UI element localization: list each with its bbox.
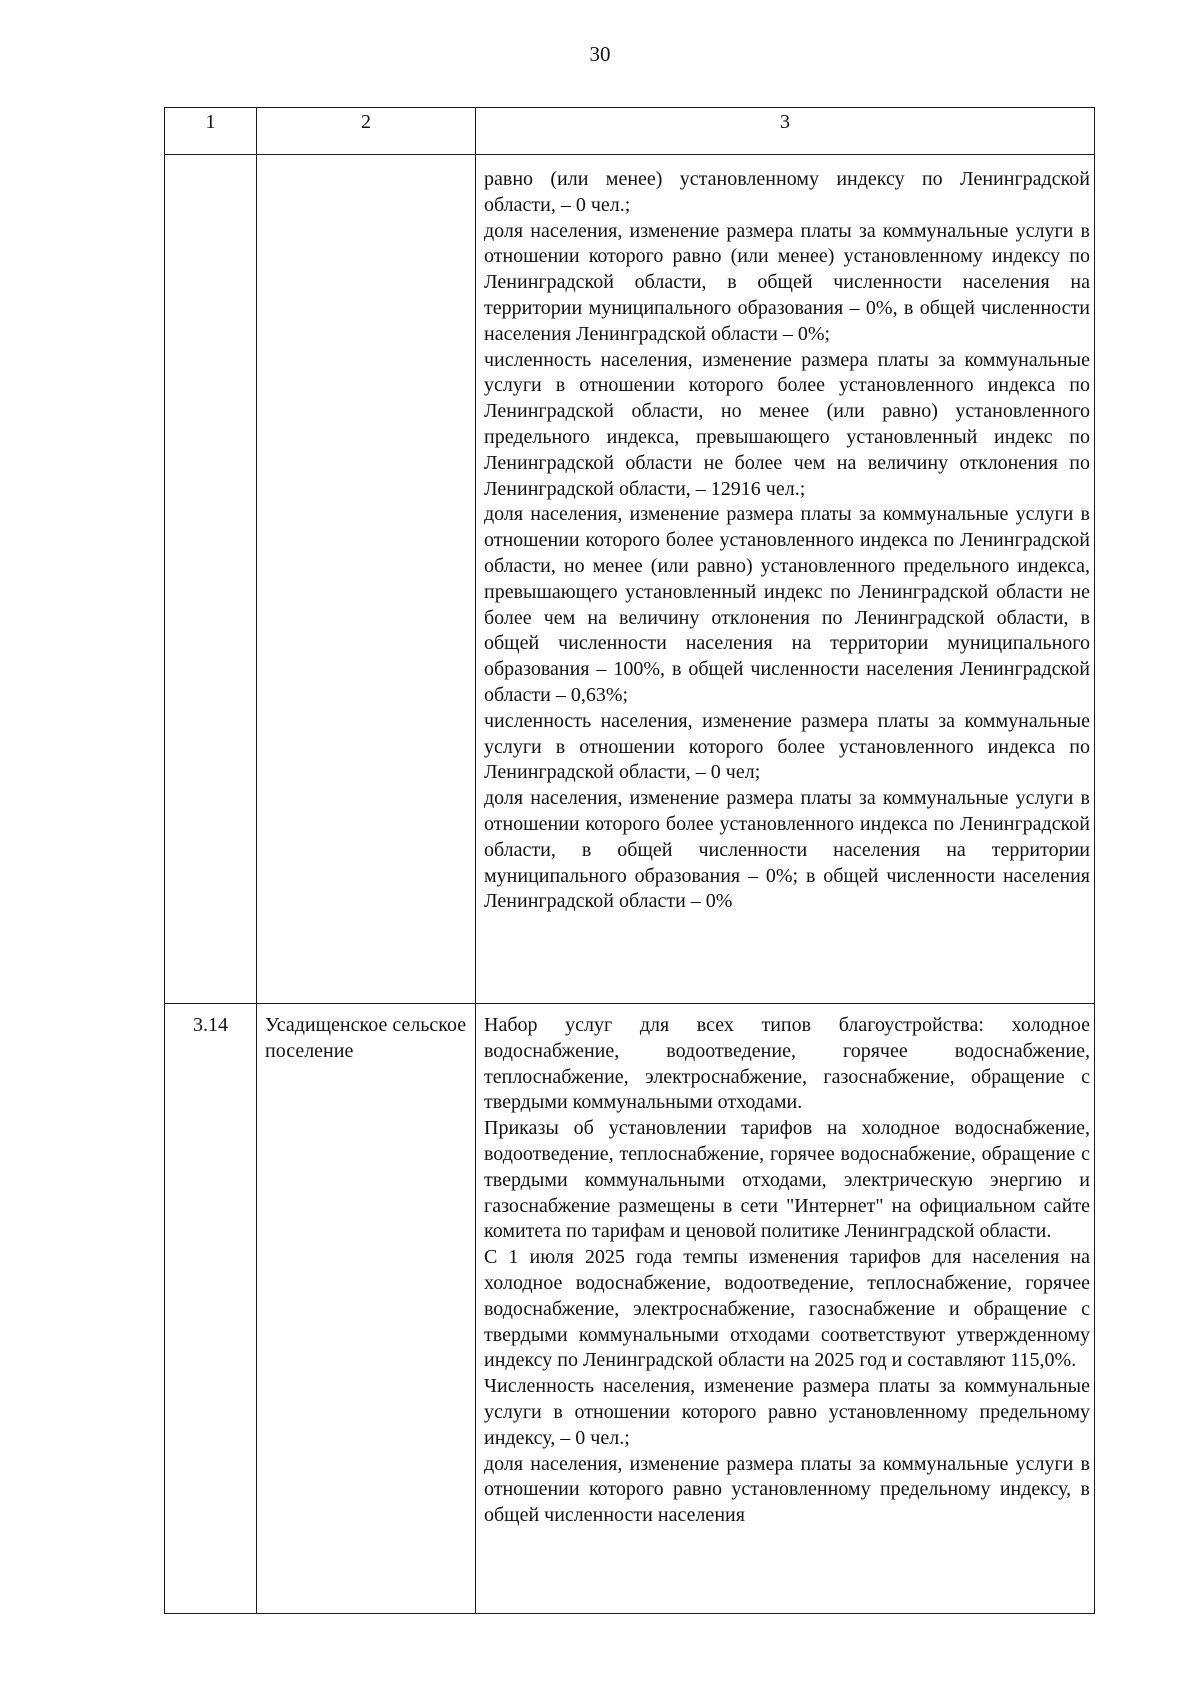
paragraph: Приказы об установлении тарифов на холодное водоснабжение, водоотведение, теплоснабжение, горячее водоснабжение, обращение с твердыми коммунальными отходами, электрическую энергию и газоснабжение размещены в сети "Интернет" на официальном сайте комитета по тарифам и ценовой политике Ленинградской области. bbox=[484, 1117, 1090, 1243]
header-cell-1 bbox=[165, 108, 257, 155]
paragraph: численность населения, изменение размера платы за коммунальные услуги в отношении которого более установленного индекса по Ленинградской области, но менее (или равно) установленного предельного индекса, превышающего установленный индекс по Ленинградской области не более чем на величину отклонения по Ленинградской области, – 12916 чел.; bbox=[484, 348, 1090, 500]
header-cell-2 bbox=[257, 108, 476, 155]
page-number: 30 bbox=[589, 42, 611, 66]
paragraph: Численность населения, изменение размера платы за коммунальные услуги в отношении которого равно установленному предельному индексу, – 0 чел.; bbox=[484, 1375, 1090, 1449]
paragraph: Набор услуг для всех типов благоустройства: холодное водоснабжение, водоотведение, горячее водоснабжение, теплоснабжение, электроснабжение, газоснабжение, обращение с твердыми коммунальными отходами. bbox=[484, 1014, 1090, 1114]
paragraph: С 1 июля 2025 года темпы изменения тарифов для населения на холодное водоснабжение, водоотведение, теплоснабжение, горячее водоснабжение, электроснабжение, газоснабжение и обращение с твердыми коммунальными отходами соответствуют утвержденному индексу по Ленинградской области на 2025 год и составляют 115,0%. bbox=[484, 1246, 1090, 1372]
header-label-3: 3 bbox=[780, 111, 790, 133]
description-cell bbox=[476, 155, 1095, 1004]
row-number-cell bbox=[165, 155, 257, 1004]
header-cell-3 bbox=[476, 108, 1095, 155]
paragraph: доля населения, изменение размера платы за коммунальные услуги в отношении которого равно (или менее) установленному индексу по Ленинградской области, в общей численности населения на территории муниципального образования – 0%, в общей численности населения Ленинградской области – 0%; bbox=[484, 219, 1090, 345]
header-label-1: 1 bbox=[205, 111, 216, 133]
settlement-name-cell bbox=[257, 155, 476, 1004]
settlement-name-cell: Усадищенское сельское поселение bbox=[257, 1004, 476, 1614]
paragraph: равно (или менее) установленному индексу по Ленинградской области, – 0 чел.; bbox=[484, 168, 1090, 216]
table-row bbox=[165, 155, 1095, 1004]
document-table bbox=[164, 107, 1095, 1614]
header-label-2: 2 bbox=[361, 111, 371, 133]
paragraph: доля населения, изменение размера платы за коммунальные услуги в отношении которого равно установленному предельному индексу, в общей численности населения bbox=[484, 1452, 1090, 1527]
paragraph: доля населения, изменение размера платы за коммунальные услуги в отношении которого более установленного индекса по Ленинградской области, в общей численности населения на территории муниципального образования – 0%; в общей численности населения Ленинградской области – 0% bbox=[484, 787, 1090, 913]
table-header-row bbox=[165, 108, 1095, 155]
description-cell bbox=[476, 1004, 1095, 1614]
paragraph: численность населения, изменение размера платы за коммунальные услуги в отношении которого более установленного индекса по Ленинградской области, – 0 чел; bbox=[484, 709, 1090, 784]
table-row bbox=[165, 1004, 1095, 1614]
row-number-cell: 3.14 bbox=[165, 1004, 257, 1614]
paragraph: доля населения, изменение размера платы за коммунальные услуги в отношении которого более установленного индекса по Ленинградской области, но менее (или равно) установленного предельного индекса, превышающего установленный индекс по Ленинградской области не более чем на величину отклонения по Ленинградской области, в общей численности населения на территории муниципального образования – 100%, в общей численности населения Ленинградской области – 0,63%; bbox=[484, 503, 1090, 706]
